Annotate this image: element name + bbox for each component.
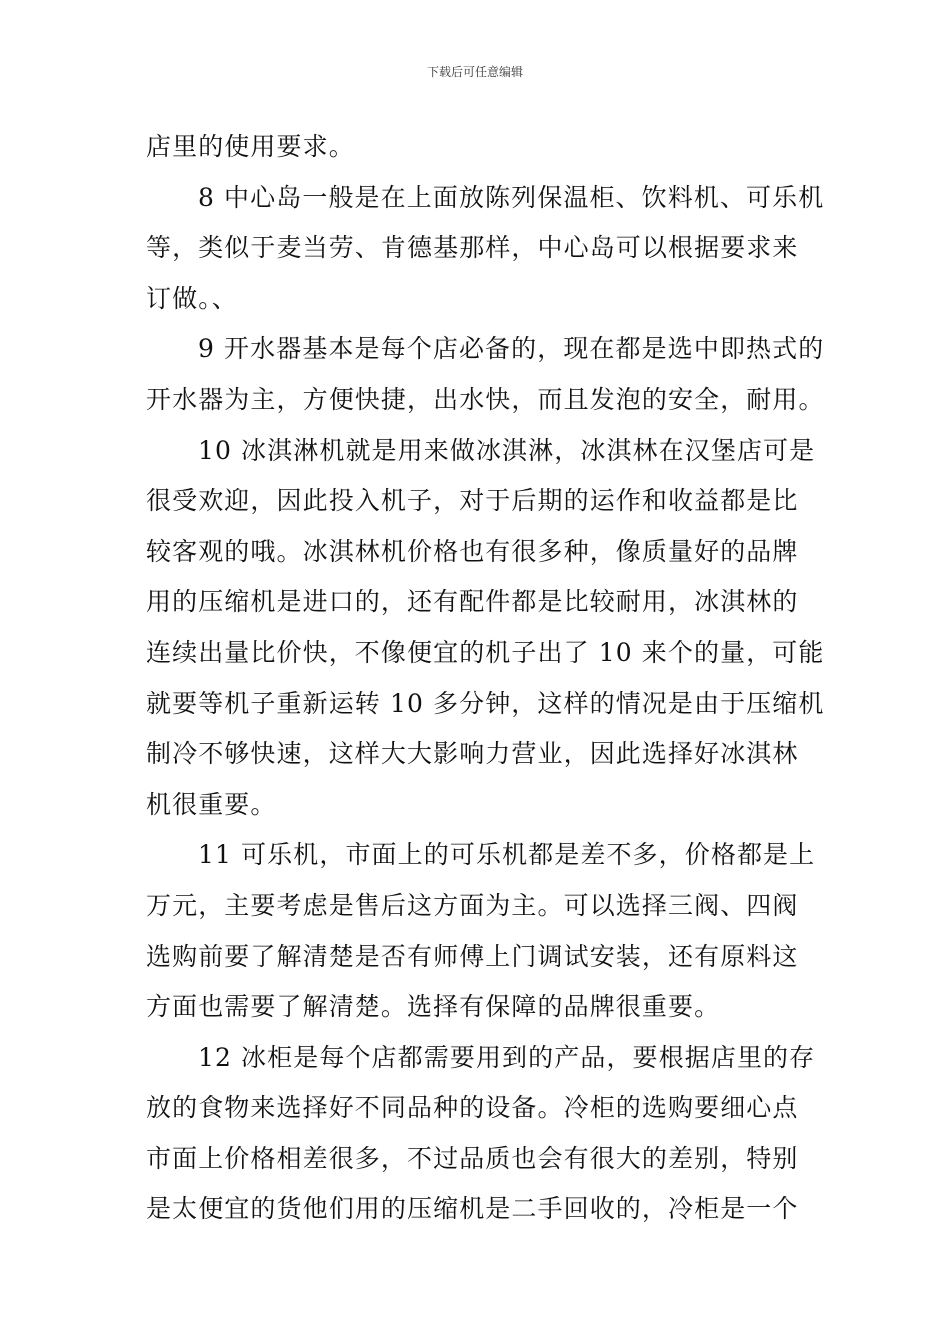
- paragraph-8-start: 8 中心岛一般是在上面放陈列保温柜、饮料机、可乐机: [198, 182, 825, 212]
- paragraph-11-start: 11 可乐机，市面上的可乐机都是差不多，价格都是上: [198, 840, 816, 870]
- paragraph-10-start: 10 冰淇淋机就是用来做冰淇淋，冰淇林在汉堡店可是: [198, 435, 816, 465]
- paragraph-9-start: 9 开水器基本是每个店必备的，现在都是选中即热式的: [198, 334, 825, 364]
- text-line: 制冷不够快速，这样大大影响力营业，因此选择好冰淇林: [146, 739, 799, 769]
- text-line: 是太便宜的货他们用的压缩机是二手回收的，冷柜是一个: [146, 1194, 799, 1224]
- text-line: 放的食物来选择好不同品种的设备。冷柜的选购要细心点: [146, 1093, 799, 1123]
- text-line: 开水器为主，方便快捷，出水快，而且发泡的安全，耐用。: [146, 384, 825, 414]
- text-line: 店里的使用要求。: [146, 132, 355, 161]
- text-line: 市面上价格相差很多，不过品质也会有很大的差别，特别: [146, 1143, 799, 1173]
- text-line: 用的压缩机是进口的，还有配件都是比较耐用，冰淇林的: [146, 587, 799, 617]
- page-header-note: 下载后可任意编辑: [426, 65, 523, 79]
- text-line: 很受欢迎，因此投入机子，对于后期的运作和收益都是比: [146, 486, 799, 516]
- text-line: 较客观的哦。冰淇林机价格也有很多种，像质量好的品牌: [146, 536, 799, 566]
- paragraph-12-start: 12 冰柜是每个店都需要用到的产品，要根据店里的存: [198, 1042, 816, 1072]
- text-line: 订做。、: [146, 283, 238, 313]
- document-body: [146, 122, 825, 1235]
- text-line: 机很重要。: [146, 789, 277, 819]
- text-line: 选购前要了解清楚是否有师傅上门调试安装，还有原料这: [146, 941, 799, 971]
- text-line: 就要等机子重新运转 10 多分钟，这样的情况是由于压缩机: [146, 688, 825, 718]
- text-line: 万元，主要考虑是售后这方面为主。可以选择三阀、四阀: [146, 890, 799, 920]
- text-line: 方面也需要了解清楚。选择有保障的品牌很重要。: [146, 992, 721, 1022]
- text-line: 等，类似于麦当劳、肯德基那样，中心岛可以根据要求来: [146, 233, 799, 263]
- text-line: 连续出量比价快，不像便宜的机子出了 10 来个的量，可能: [146, 637, 825, 667]
